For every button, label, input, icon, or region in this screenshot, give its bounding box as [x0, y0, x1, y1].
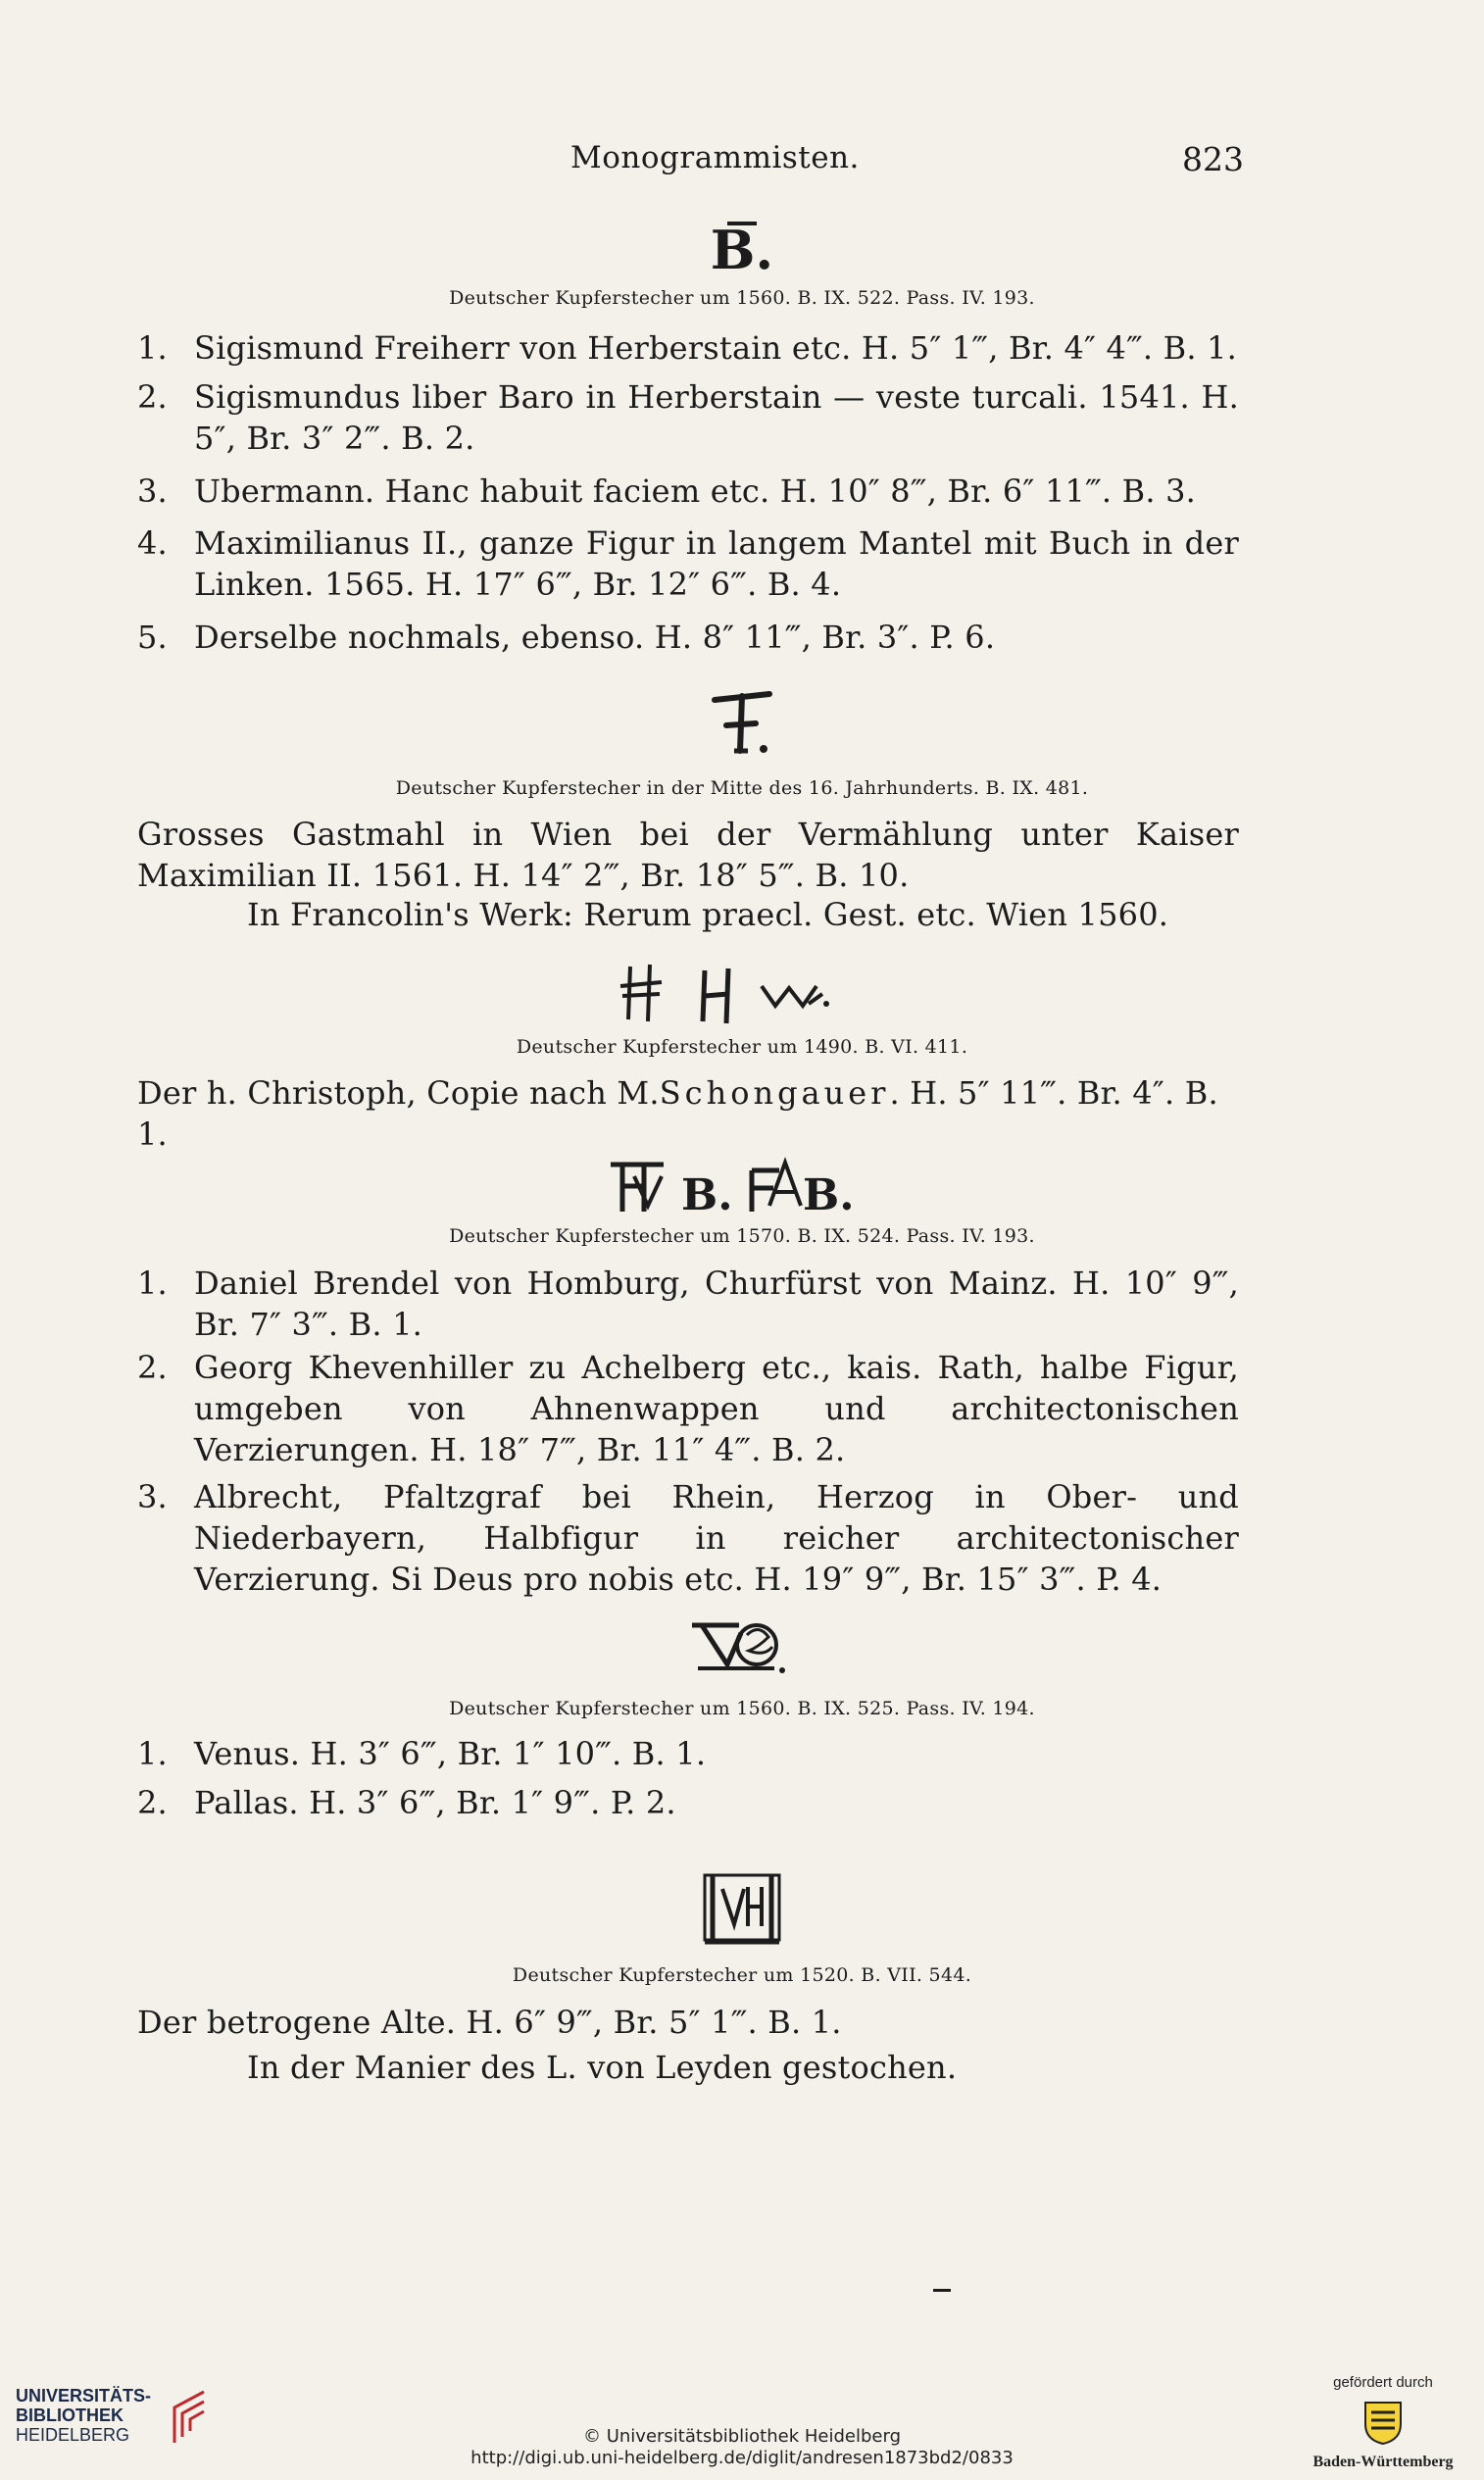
svg-text:B.: B. [681, 1170, 733, 1217]
monogram-b [0, 218, 1484, 282]
entry-text: Sigismund Freiherr von Herberstain etc. H. 5″ 1‴, Br. 4″ 4‴. B. 1. [194, 329, 1238, 367]
entry-text: Der betrogene Alte. H. 6″ 9‴, Br. 5″ 1‴. B. 1. [137, 2004, 842, 2041]
entry-text: Derselbe nochmals, ebenso. H. 8″ 11‴, Br. 3″. P. 6. [194, 619, 996, 656]
entry-3-1 [137, 1072, 1239, 1155]
entry-6-note [247, 2047, 1239, 2088]
entry-1-2 [137, 376, 1239, 459]
library-line: BIBLIOTHEK [16, 2406, 124, 2425]
svg-text:B.: B. [803, 1170, 855, 1217]
entry-text: Maximilianus II., ganze Figur in langem Mantel mit Buch in der Linken. 1565. H. 17″ 6‴, Br. 12″ 6‴. B. 4. [194, 524, 1239, 603]
entry-4-3 [137, 1476, 1239, 1600]
library-line: UNIVERSITÄTS- [16, 2386, 152, 2406]
monogram-hvb-fab [0, 1157, 1484, 1221]
entry-number: 5. [137, 619, 168, 656]
monogram-f [0, 686, 1484, 769]
sponsor-block [1290, 2374, 1476, 2471]
entry-number: 3. [137, 1478, 168, 1515]
entry-text: Grosses Gastmahl in Wien bei der Vermählung unter Kaiser Maximilian II. 1561. H. 14″ 2‴, Br. 18″ 5‴. B. 10. [137, 816, 1239, 894]
entry-text: Venus. H. 3″ 6‴, Br. 1″ 10‴. B. 1. [194, 1735, 707, 1772]
entry-note: In Francolin's Werk: Rerum praecl. Gest. etc. Wien 1560. [247, 896, 1169, 933]
entry-number: 1. [137, 1735, 168, 1772]
source-line-5: Deutscher Kupferstecher um 1560. B. IX. 525. Pass. IV. 194. [449, 1698, 1035, 1719]
entry-text: Pallas. H. 3″ 6‴, Br. 1″ 9‴. P. 2. [194, 1784, 676, 1821]
entry-text-part: Der h. Christoph, Copie nach M. [137, 1074, 660, 1112]
entry-2-1 [137, 814, 1239, 896]
entry-4-2 [137, 1347, 1239, 1470]
entry-number: 2. [137, 1349, 168, 1386]
entry-number: 1. [137, 1265, 168, 1302]
entry-2-note [247, 894, 1239, 935]
entry-text: Albrecht, Pfaltzgraf bei Rhein, Herzog in Ober- und Niederbayern, Halbfigur in reicher architectonischer Verzierung. Si Deus pro nobis etc. H. 19″ 9‴, Br. 15″ 3‴. P. 4. [194, 1478, 1239, 1598]
printer-mark [933, 2289, 951, 2292]
monogram-tvb-mark [688, 1617, 796, 1678]
entry-6-1 [137, 2002, 1239, 2043]
entry-5-1 [137, 1733, 1239, 1774]
monogram-b-mark [708, 218, 776, 278]
entry-number: 1. [137, 329, 168, 367]
monogram-hvb-fab-mark [605, 1157, 879, 1217]
monogram-tvb [0, 1617, 1484, 1682]
entry-1-5 [137, 617, 1239, 658]
monogram-vh-mark [693, 1867, 791, 1948]
entry-1-1 [137, 327, 1239, 369]
entry-1-3 [137, 471, 1239, 512]
coat-of-arms-icon [1361, 2399, 1405, 2446]
permalink-url[interactable]: http://digi.ub.uni-heidelberg.de/diglit/andresen1873bd2/0833 [470, 2448, 1014, 2468]
monogram-hw [0, 959, 1484, 1035]
monogram-f-mark [705, 686, 779, 765]
entry-4-1 [137, 1263, 1239, 1345]
source-line-2: Deutscher Kupferstecher in der Mitte des 16. Jahrhunderts. B. IX. 481. [395, 777, 1089, 799]
monogram-hw-mark [615, 959, 869, 1031]
library-line: HEIDELBERG [16, 2425, 130, 2445]
entry-number: 4. [137, 524, 168, 562]
spaced-name: Schongauer [659, 1074, 890, 1112]
entry-text: Daniel Brendel von Homburg, Churfürst von Mainz. H. 10″ 9‴, Br. 7″ 3‴. B. 1. [194, 1265, 1239, 1343]
page-number: 823 [1182, 140, 1244, 178]
entry-5-2 [137, 1782, 1239, 1823]
copyright-notice [0, 2426, 1484, 2469]
copyright-text: © Universitätsbibliothek Heidelberg [582, 2426, 901, 2447]
sponsor-name: Baden-Württemberg [1312, 2454, 1454, 2470]
entry-text: Ubermann. Hanc habuit faciem etc. H. 10″ 8‴, Br. 6″ 11‴. B. 3. [194, 472, 1197, 510]
entry-text: Georg Khevenhiller zu Achelberg etc., kais. Rath, halbe Figur, umgeben von Ahnenwappen und architectonischen Verzierungen. H. 18″ 7‴, Br. 11″ 4‴. B. 2. [194, 1349, 1239, 1468]
source-line-1: Deutscher Kupferstecher um 1560. B. IX. 522. Pass. IV. 193. [449, 287, 1035, 309]
running-head [0, 140, 1484, 189]
source-line-6: Deutscher Kupferstecher um 1520. B. VII. 544. [512, 1964, 972, 1986]
sponsor-label: gefördert durch [1333, 2374, 1433, 2391]
entry-number: 3. [137, 472, 168, 510]
entry-text-part: . H. 5″ 11‴. Br. 4″. B. 1. [137, 1074, 1218, 1153]
entry-note: In der Manier des L. von Leyden gestochen. [247, 2049, 958, 2086]
running-title: Monogrammisten. [570, 140, 860, 175]
entry-text [137, 1072, 1239, 1155]
monogram-vh [0, 1867, 1484, 1952]
svg-text:B.: B. [710, 219, 774, 278]
entry-1-4 [137, 522, 1239, 605]
source-line-3: Deutscher Kupferstecher um 1490. B. VI. 411. [516, 1036, 968, 1058]
entry-number: 2. [137, 378, 168, 416]
entry-number: 2. [137, 1784, 168, 1821]
source-line-4: Deutscher Kupferstecher um 1570. B. IX. 524. Pass. IV. 193. [449, 1225, 1035, 1247]
entry-text: Sigismundus liber Baro in Herberstain — veste turcali. 1541. H. 5″, Br. 3″ 2‴. B. 2. [194, 378, 1239, 457]
